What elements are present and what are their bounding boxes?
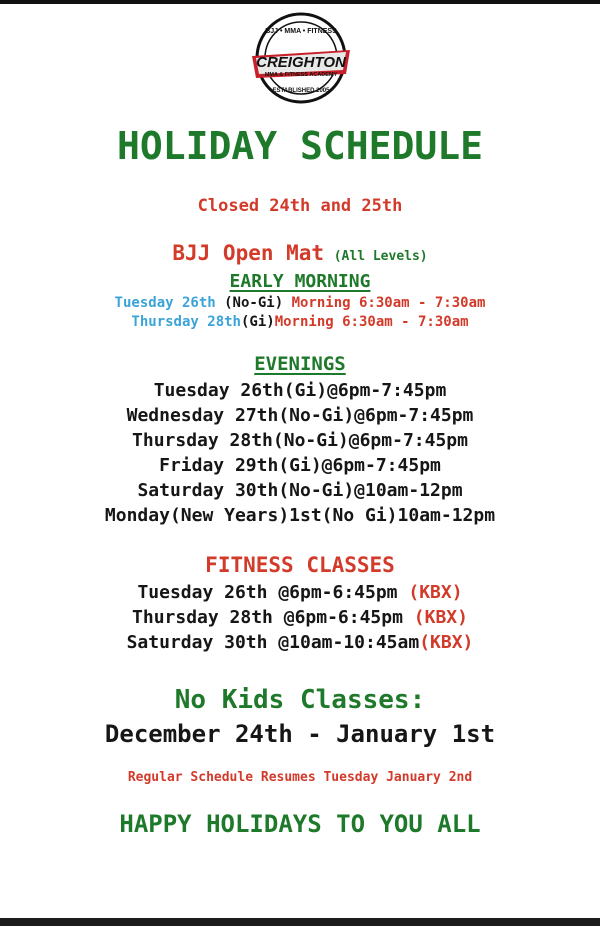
evenings-heading: EVENINGS [254,353,346,375]
top-border [0,0,600,4]
early-day: Thursday 28th [131,314,241,330]
logo-subtitle: MMA & FITNESS ACADEMY [264,72,338,78]
bottom-border [0,918,600,926]
closing-greeting: HAPPY HOLIDAYS TO YOU ALL [119,810,481,838]
fitness-tag: (KBX) [413,607,468,628]
no-kids-heading: No Kids Classes: [174,685,426,715]
early-type: (No-Gi) [215,295,284,311]
evening-row: Saturday 30th(No-Gi)@10am-12pm [137,480,463,501]
page-title: HOLIDAY SCHEDULE [116,124,484,168]
fitness-row [0,607,600,628]
fitness-heading: FITNESS CLASSES [205,553,395,577]
fitness-row [0,632,600,653]
fitness-class: Thursday 28th @6pm-6:45pm [132,607,414,628]
early-time: Morning 6:30am - 7:30am [283,295,486,311]
evening-row: Thursday 28th(No-Gi)@6pm-7:45pm [132,430,468,451]
early-row-1 [0,295,600,311]
fitness-row [0,582,600,603]
early-time: Morning 6:30am - 7:30am [274,314,469,330]
evening-row: Tuesday 26th(Gi)@6pm-7:45pm [153,380,447,401]
early-day: Tuesday 26th [114,295,216,311]
bjj-title: BJJ Open Mat [172,241,325,265]
fitness-class: Saturday 30th @10am-10:45am [126,632,420,653]
evening-row: Friday 29th(Gi)@6pm-7:45pm [159,455,441,476]
closed-notice: Closed 24th and 25th [197,196,403,216]
evening-row: Wednesday 27th(No-Gi)@6pm-7:45pm [126,405,474,426]
early-morning-heading: EARLY MORNING [229,271,371,292]
evening-row: Monday(New Years)1st(No Gi)10am-12pm [104,505,496,526]
academy-logo [246,12,356,104]
logo-ring-text: BJJ • MMA • FITNESS [265,28,337,35]
bjj-heading [0,241,600,265]
logo-established: ESTABLISHED 2005 [272,88,330,94]
fitness-tag: (KBX) [408,582,463,603]
fitness-class: Tuesday 26th @6pm-6:45pm [137,582,409,603]
logo-name: CREIGHTON [256,54,346,71]
resume-notice: Regular Schedule Resumes Tuesday January 2nd [127,770,473,785]
early-row-2 [0,314,600,330]
early-type: (Gi) [240,314,275,330]
fitness-tag: (KBX) [419,632,474,653]
no-kids-dates: December 24th - January 1st [104,720,496,748]
bjj-levels: (All Levels) [333,249,428,264]
